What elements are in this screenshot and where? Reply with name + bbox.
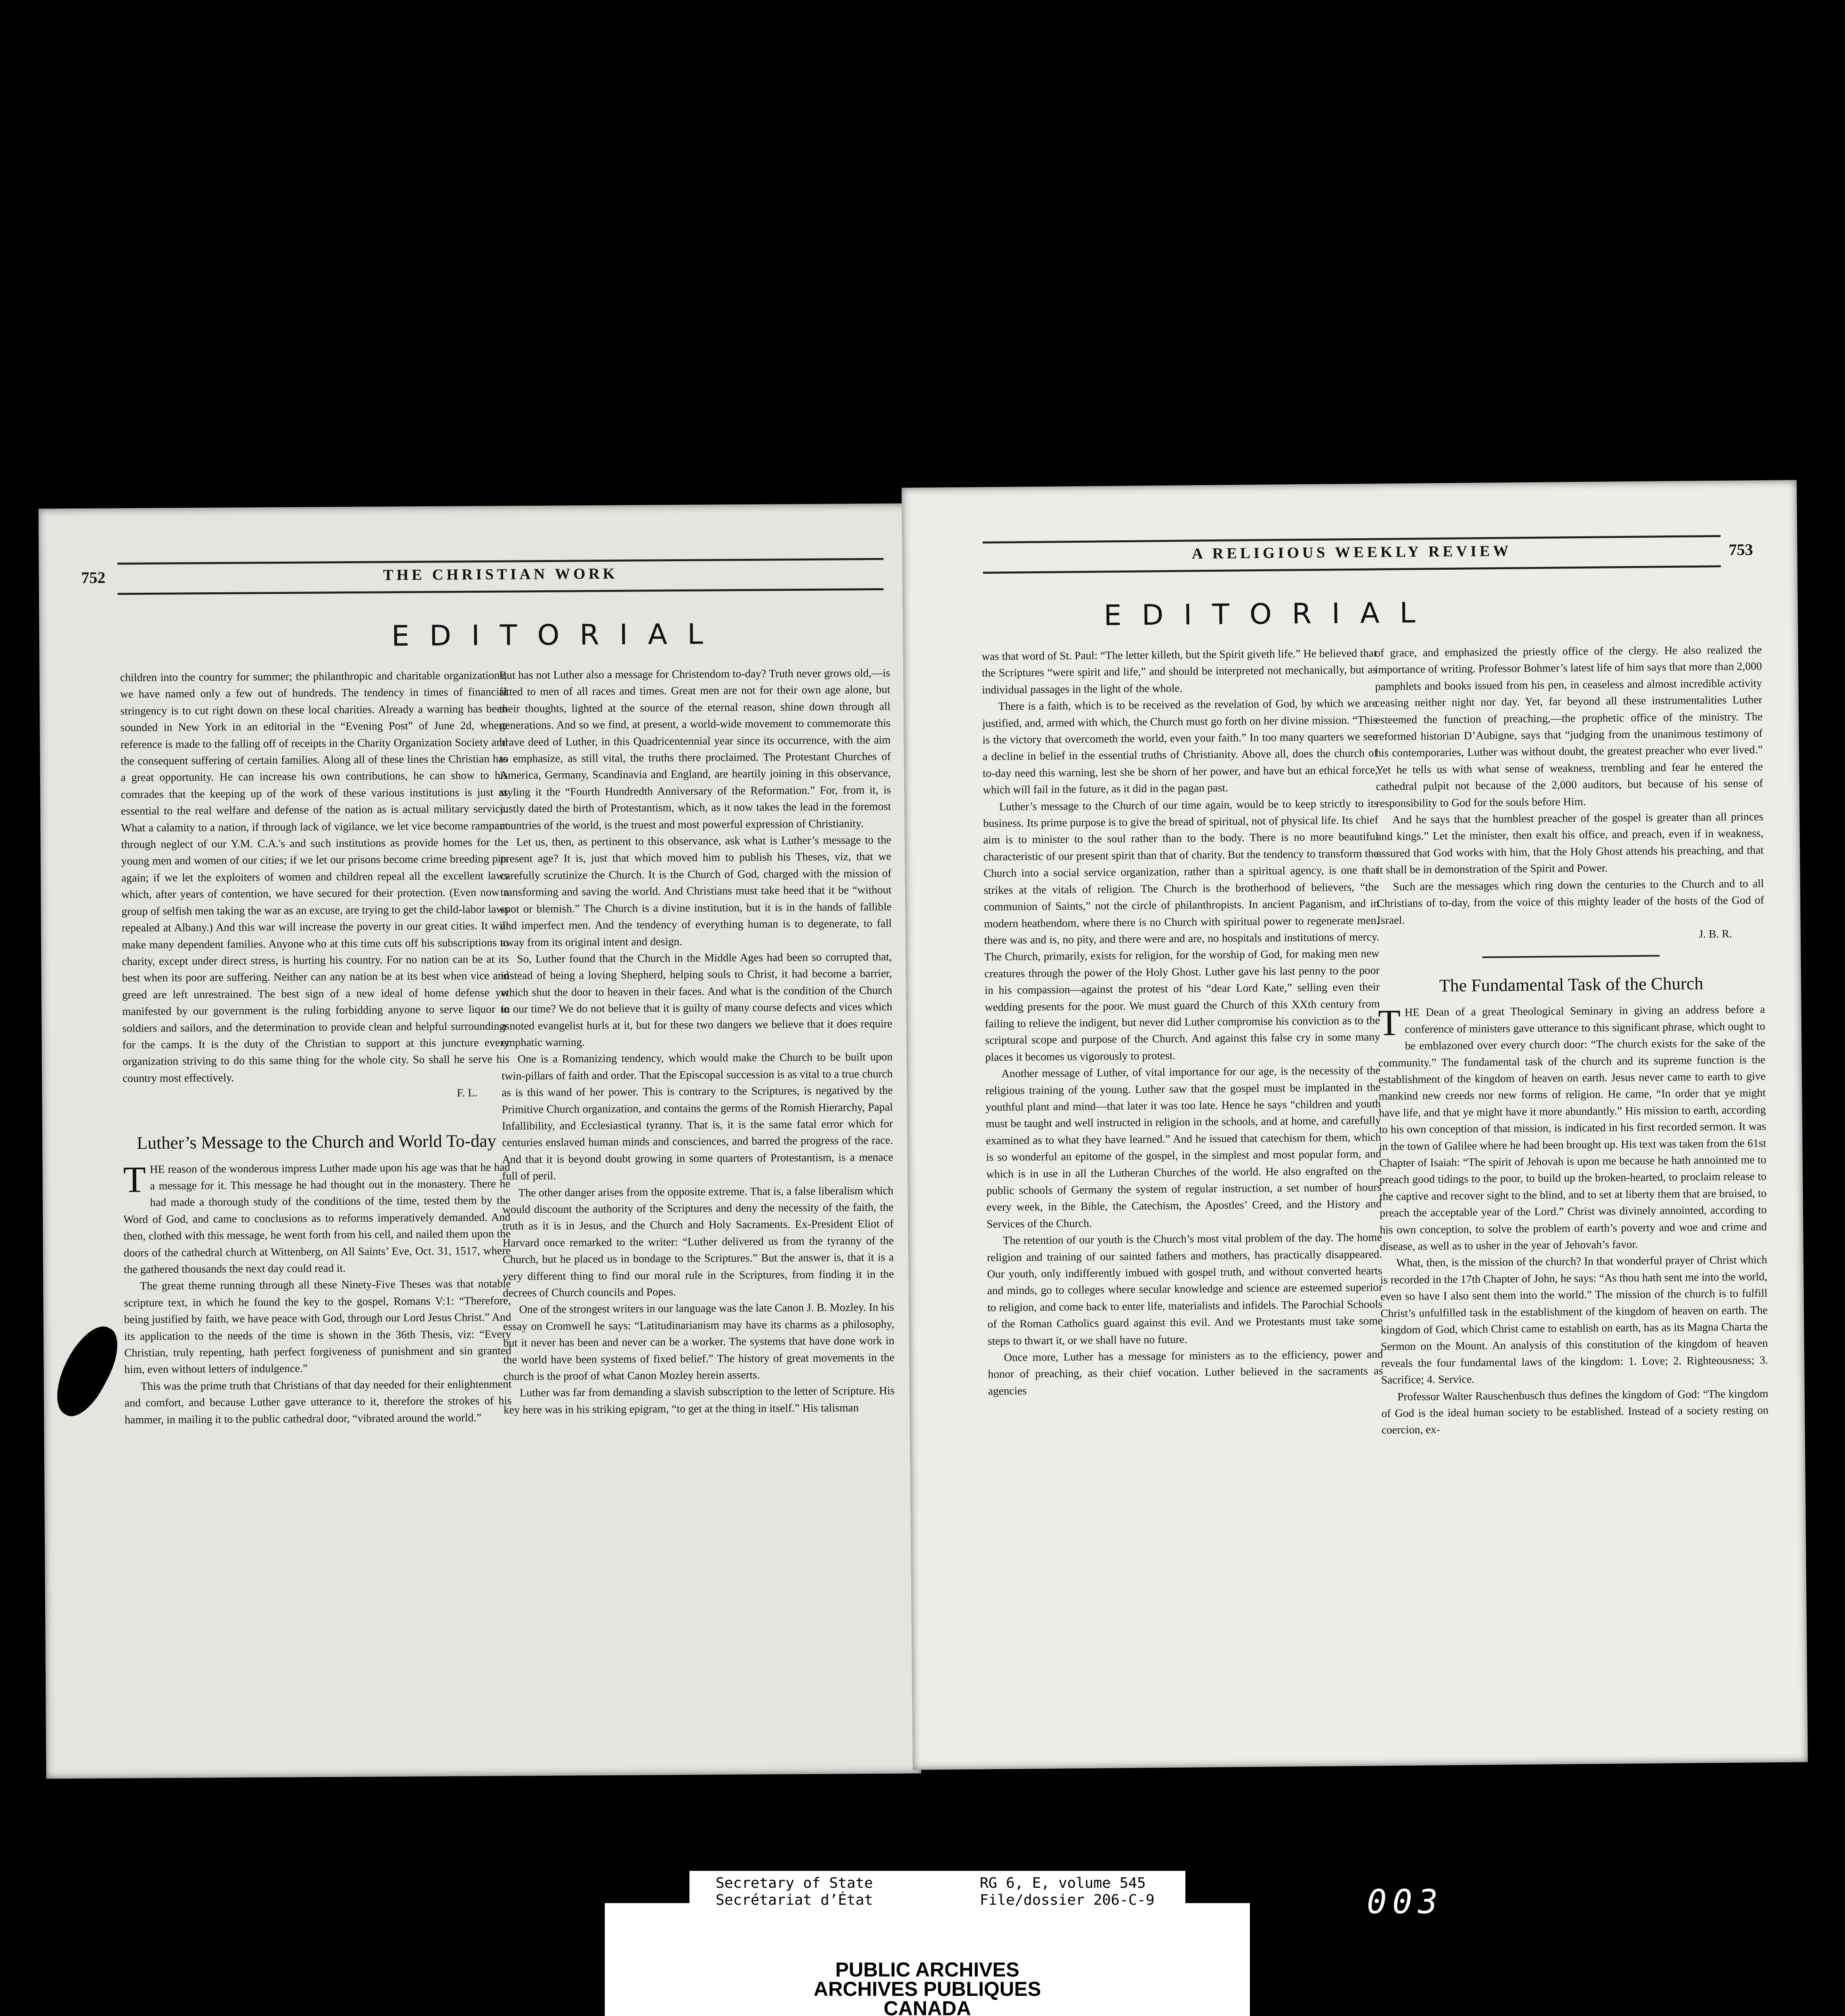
left-page-number: 752: [81, 568, 106, 587]
left-running-head: [81, 558, 883, 595]
paragraph: The retention of our youth is the Church’s most vital problem of the day. The home religion and training of our sainted fathers and mothers, has practically disappeared. Our youth, only indifferently imbued with gospel truth, and without converted hearts and minds, go to colleges where secular knowledge and science are esteemed superior to religion, and come back to enter life, materialists and infidels. The Parochial Schools of the Roman Catholics guard against this evil. And we Protestants must take some steps to thwart it, or we shall have no future.: [987, 1231, 1383, 1347]
drop-cap: T: [123, 1158, 146, 1200]
signature: F. L.: [457, 1087, 478, 1100]
right-column-2: [1375, 641, 1769, 1439]
paragraph: children into the country for summer; the philanthropic and charitable organizations; we have named only a few out of hundreds. The tendency in times of financial stringency is to cut right down on these local charities. Already a warning has been sounded in New York in an editorial in the “Evening Post” of June 2d, where reference is made to the falling off of receipts in the Charity Organization Society and the consequent suffering of certain families. Along all of these lines the Christian has a great opportunity. He can increase his own contributions, he can show to his comrades that the keeping up of the work of these various institutions is just as essential to the real welfare and defense of the nation as is actual military service. What a calamity to a nation, if through lack of vigilance, we let vice become rampant through neglect of our Y.M. C.A.'s and such institutions as provide homes for the young men and women of our cities; if we let our prisons become crime breeding pits again; if we let the exploiters of women and children repeal all the excellent laws which, after years of contention, we have secured for their protection. (Even now a group of selfish men taking the war as an excuse, are trying to get the child-labor laws repealed at Albany.) And this war will increase the poverty in our great cities. It will make many dependent families. Anyone who at this time cuts off his subscriptions to charity, except under direct stress, is hurting his country. For no nation can be at its best when its poor are suffering. Neither can any nation be at its best when vice and greed are left unrestrained. The best sign of a new ideal of home defense yet manifested by our government is the ruling forbidding anyone to serve liquor to soldiers and sailors, and the determination to provide clean and helpful surroundings for the camps. It is the duty of the Christian to support at this juncture every organization striving to do this same thing for the whole city. So shall he serve his country most effectively.: [120, 669, 510, 1085]
frame-number: 003: [1367, 1883, 1444, 1921]
paragraph: This was the prime truth that Christians of that day needed for their enlightenment and comfort, and because Luther gave utterance to it, therefore the strokes of his hammer, in mailing it to the public cathedral door, “vibrated around the world.”: [124, 1378, 512, 1427]
file-number: File/dossier 206-C-9: [980, 1892, 1155, 1908]
paragraph: Luther’s message to the Church of our time again, would be to keep strictly to its business. Its prime purpose is to give the bread of spiritual, not of physical life. Its chief aim is to minister to the soul rather than to the body. There is no more beautiful characteristic of our present spirit than that of charity. But the tendency to transform the Church into a social service organization, rather than a spiritual agency, is one that strikes at the vitals of religion. The Church is the brotherhood of believers, “the communion of Saints,” not the circle of philanthropists. In ancient Paganism, and in modern heathendom, where there is no Church with spiritual power to regenerate men, there was and is, no pity, and there were and are, no hospitals and institutions of mercy. The Church, primarily, exists for religion, for the worship of God, for making men new creatures through the power of the Holy Ghost. Luther gave his last penny to the poor in his compassion—against the protest of his “dear Lord Kate,” selling even their wedding presents for the poor. We must guard the Church of this XXth century from failing to relieve the indigent, but never did Luther compromise his conviction as to the scriptural scope and purpose of the Church. And against this false cry in some many places it becomes us vigorously to protest.: [983, 797, 1381, 1064]
right-running-title: A RELIGIOUS WEEKLY REVIEW: [1191, 542, 1512, 562]
archive-name-fr: ARCHIVES PUBLIQUES: [814, 1978, 1041, 2000]
article-title: The Fundamental Task of the Church: [1439, 973, 1703, 996]
paragraph: Once more, Luther has a message for ministers as to the efficiency, power and honor of preaching, as their chief vocation. Luther believed in the sacraments as agencies: [988, 1348, 1383, 1397]
right-running-head: [983, 535, 1753, 574]
paragraph: One is a Romanizing tendency, which would make the Church to be built upon twin-pillars of faith and order. That the Episcopal succession is as vital to a true church as is this wand of her power. This is contrary to the Scriptures, is negatived by the Primitive Church organization, and contains the germs of the Romish Hierarchy, Papal Infallibility, and Ecclesiastical tyranny. That is, it is the same fatal error which for centuries enslaved human minds and consciences, and barred the progress of the race. And that it is beyond doubt growing in some quarters of Protestantism, is a menace full of peril.: [501, 1051, 893, 1183]
paragraph: of grace, and emphasized the priestly office of the clergy. He also realized the importance of writing. Professor Bohmer’s latest life of him says that more than 2,000 pamphlets and books issued from his pen, in ceaseless and almost incredible activity ceasing neither night nor day. Yet, far beyond all these instrumentalities Luther esteemed the function of preaching,—the prophetic office of the ministry. The reformed historian D’Aubigne, says that “judging from the unanimous testimony of his contemporaries, Luther was without doubt, the greatest preacher who ever lived.” Yet he tells us with what sense of weakness, trembling and fear he entered the cathedral pulpit not because of the 2,000 auditors, but because of his sense of responsibility to God for the souls before Him.: [1374, 644, 1763, 810]
right-section-title: EDITORIAL: [1104, 596, 1436, 632]
paragraph: What, then, is the mission of the church? In that wonderful prayer of Christ which is recorded in the 17th Chapter of John, he says: “As thou hath sent me into the world, even so have I also sent them into the world.” The mission of the church is to fulfill Christ’s unfulfilled task in the establishment of the kingdom of heaven on earth. The kingdom of God, which Christ came to establish on earth, has as its Magna Charta the Sermon on the Mount. An analysis of this constitution of the kingdom of heaven reveals the four fundamental laws of the kingdom: 1. Love; 2. Righteousness; 3. Sacrifice; 4. Service.: [1380, 1254, 1768, 1387]
paragraph: THE Dean of a great Theological Seminary in giving an address before a conference of ministers gave utterance to this significant phrase, which ought to be emblazoned over every church door: “The church exists for the sake of the community.” The fundamental task of the church and its supreme function is the establishment of the kingdom of heaven on earth. Jesus never came to earth to give mankind new creeds nor new forms of religion. He came, “In order that ye might have life, and that ye might have it more abundantly.” His mission to earth, according to his own conception of that mission, is indicated in his first recorded sermon. It was in the town of Galilee where he had been brought up. His text was taken from the 61st Chapter of Isaiah: “The spirit of Jehovah is upon me because he hath annointed me to preach good tidings to the poor, to build up the broken-hearted, to proclaim release to the captive and recover sight to the blind, and to set at liberty them that are bruised, to preach the acceptable year of the Lord.” Christ was divinely annointed, according to his own conception, to solve the problem of earth’s poverty and woe and crime and disease, as well as to usher in the year of Jehovah’s favor.: [1378, 1002, 1767, 1253]
paragraph: There is a faith, which is to be received as the revelation of God, by which we are justified, and, armed with which, the Church must go forth on her divine mission. “This is the victory that overcometh the world, even your faith.” In too many quarters we see a decline in belief in the essential truths of Christianity. Above all, does the church of to-day need this warning, lest she be shorn of her power, and have but an ethical force, which will fail in the future, as it did in the pagan past.: [982, 697, 1378, 797]
department-fr: Secrétariat d’État: [716, 1892, 873, 1908]
archive-name-en: PUBLIC ARCHIVES: [835, 1958, 1020, 1981]
paragraph: THE reason of the wonderous impress Luther made upon his age was that he had a message for it. This message he had thought out in the monastery. There he had made a thorough study of the conditions of the time, tested them by the Word of God, and came to conclusions as to reforms imperatively demanded. And then, clothed with this message, he went forth from his cell, and nailed them upon the doors of the cathedral church at Wittenberg, on All Saints’ Eve, Oct. 31, 1517, where the gathered thousands the next day could read it.: [123, 1158, 511, 1276]
paragraph: The great theme running through all these Ninety-Five Theses was that notable scripture text, in which he found the key to the gospel, Romans V:1: “Therefore, being justified by faith, we have peace with God, through our Lord Jesus Christ.” And its application to the needs of the time is shown in the 36th Thesis, viz: “Every Christian, truly repenting, hath perfect forgiveness of punishment and sin granted him, even without letters of indulgence.”: [124, 1277, 512, 1376]
paragraph: Such are the messages which ring down the centuries to the Church and to all Christians of to-day, from the voice of this mighty leader of the hosts of the God of Israel.: [1377, 877, 1764, 927]
paragraph: But has not Luther also a message for Christendom to-day? Truth never grows old,—is fitted to men of all races and times. Great men are not for their own age alone, but their thoughts, lighted at the source of the eternal reason, shine down through all generations. And so we find, at present, a world-wide movement to commemorate this brave deed of Luther, in this Quadricentennial year since its occurrence, with the aim to emphasize, as still vital, the truths there proclaimed. The Protestant Churches of America, Germany, Scandinavia and England, are heartily joining in this observance, styling it the “Fourth Hundredth Anniversary of the Reformation.” For, from it, is justly dated the birth of Protestantism, which, as it now takes the lead in the foremost countries of the world, is the truest and most powerful expression of Christianity.: [499, 666, 891, 832]
signature: J. B. R.: [1699, 927, 1733, 941]
right-column-1: [982, 645, 1383, 1400]
paragraph: So, Luther found that the Church in the Middle Ages had been so corrupted that, instead of being a loving Shepherd, helping souls to Christ, it had become a barrier, which shut the door to heaven in their faces. And what is the condition of the Church in our time? We do not believe that it is guilty of many course defects and vices which a noted evangelist hurls at it, but for these two dangers we believe that it does require emphatic warning.: [501, 950, 893, 1049]
right-page: [902, 480, 1808, 1770]
left-running-title: THE CHRISTIAN WORK: [383, 565, 618, 584]
reference-label: [689, 1871, 1185, 1931]
divider: [1482, 955, 1660, 958]
paragraph: Let us, then, as pertinent to this observance, ask what is Luther’s message to the present age? It is, just that which moved him to publish his Theses, viz, that we carefully scrutinize the Church. It is the Church of God, charged with the mission of transforming and saving the world. And Christians must take heed that it be “without spot or blemish.” The Church is a divine institution, but it is in the hands of fallible and imperfect men. And the tendency of everything human is to degenerate, to fall away from its original intent and design.: [500, 833, 892, 949]
right-page-number: 753: [1728, 540, 1753, 559]
drop-cap: T: [1378, 1002, 1401, 1043]
paragraph: The other danger arises from the opposite extreme. That is, a false liberalism which would discount the authority of the Scriptures and deny the necessity of the faith, the truth as it is in Jesus, and the Church and Holy Sacraments. Ex-President Eliot of Harvard once remarked to the writer: “Luther delivered us from the tyranny of the Church, but he placed us in bondage to the Scriptures.” But the answer is, that it is a very different thing to find our moral rule in the Scriptures, from finding it in the decrees of Church councils and Popes.: [502, 1184, 894, 1300]
paragraph: One of the strongest writers in our language was the late Canon J. B. Mozley. In his essay on Cromwell he says: “Latitudinarianism may have its charms as a philosophy, but it never has been and never can be a worker. The systems that have done work in the world have been systems of fixed belief.” The history of great movements in the church is the proof of what Canon Mozley herein asserts.: [503, 1301, 895, 1383]
left-column-2: [499, 665, 895, 1418]
paragraph: Luther was far from demanding a slavish subscription to the letter of Scripture. His key here was in his striking epigram, “to get at the thing in itself.” His talisman: [503, 1385, 895, 1416]
paragraph: was that word of St. Paul: “The letter killeth, but the Spirit giveth life.” He believed that the Scriptures “were spirit and life,” and should be interpreted not mechanically, but as individual passages in the light of the whole.: [981, 647, 1377, 696]
archive-country: CANADA: [883, 1997, 971, 2016]
article-title: Luther’s Message to the Church and World To-day: [137, 1131, 496, 1153]
record-group: RG 6, E, volume 545: [980, 1875, 1146, 1891]
left-column-1: [120, 667, 512, 1429]
left-section-title: EDITORIAL: [391, 617, 723, 653]
left-page: [38, 503, 921, 1779]
paragraph: Professor Walter Rauschenbusch thus defines the kingdom of God: “The kingdom of God is the ideal human society to be established. Instead of a society resting on coercion, ex-: [1381, 1387, 1769, 1437]
paragraph: And he says that the humblest preacher of the gospel is greater than all princes and kings.” Let the minister, then exalt his office, and preach, even if in weakness, assured that God works with him, that the Holy Ghost attends his preaching, and that it shall be in demonstration of the Spirit and Power.: [1376, 810, 1764, 877]
department-en: Secretary of State: [716, 1875, 873, 1891]
paragraph: Another message of Luther, of vital importance for our age, is the necessity of the religious training of the young. Luther saw that the gospel must be implanted in the youthful plant and mind—that later it was too late. Hence he says “children and youth must be taught and well instructed in religion in the schools, and at home, and carefully examined as to what they have learned.” And he issued that catechism for them, which is so wonderful an epitome of the gospel, in the simplest and most popular form, and which is in use in all the Lutheran Churches of the world. He also engrafted on the public schools of Germany the system of regular instruction, a set number of hours every week, in the Bible, the Catechism, the Apostles’ Creed, and the History and Services of the Church.: [985, 1064, 1382, 1231]
